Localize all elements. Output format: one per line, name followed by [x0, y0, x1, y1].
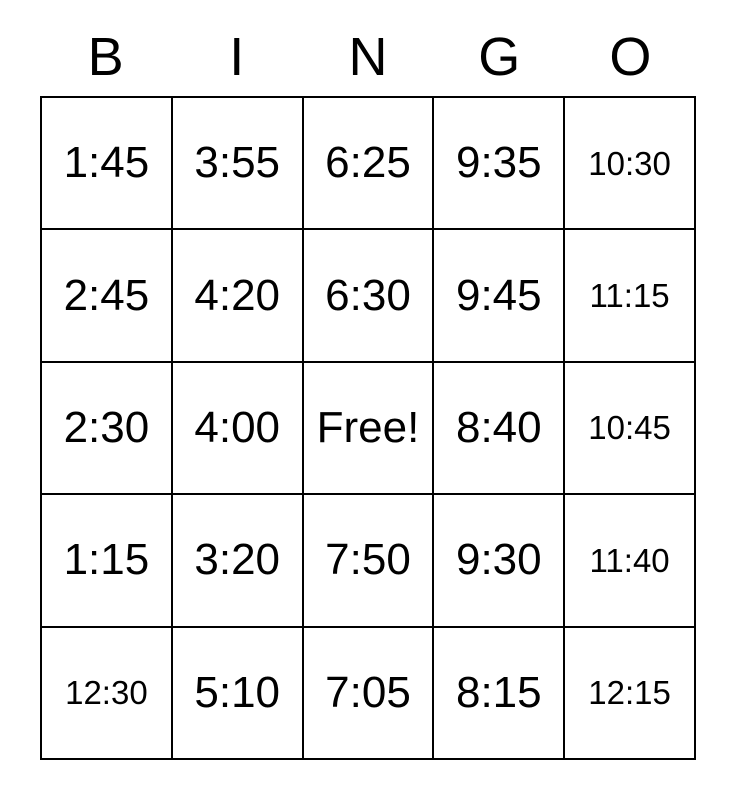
bingo-cell[interactable] [434, 495, 565, 627]
bingo-header-n: N [348, 27, 388, 87]
bingo-grid [40, 96, 696, 760]
bingo-header-b: B [87, 27, 124, 87]
bingo-cell[interactable] [565, 363, 696, 495]
bingo-cell-value: 2:45 [63, 270, 150, 320]
bingo-cell-value: 8:40 [455, 402, 542, 452]
bingo-cell-value: 1:15 [63, 535, 150, 585]
bingo-cell-value: 4:20 [194, 270, 281, 320]
bingo-cell[interactable] [173, 230, 304, 362]
bingo-cell-value: 5:10 [194, 667, 281, 717]
bingo-cell-free[interactable] [304, 363, 435, 495]
bingo-cell[interactable] [434, 363, 565, 495]
bingo-cell-value: 6:30 [325, 270, 411, 320]
bingo-cell-value: 9:35 [455, 138, 542, 188]
bingo-cell-value: 3:55 [194, 138, 281, 188]
bingo-cell-value: 9:45 [455, 270, 542, 320]
bingo-cell-value: 12:30 [65, 674, 148, 712]
bingo-cell-value: 7:05 [325, 667, 411, 717]
bingo-cell[interactable] [42, 98, 173, 230]
bingo-cell-value: 12:15 [588, 674, 671, 712]
bingo-cell[interactable] [304, 230, 435, 362]
bingo-cell[interactable] [304, 495, 435, 627]
bingo-header-i: I [229, 27, 245, 87]
bingo-cell-value: Free! [316, 402, 420, 452]
bingo-cell[interactable] [173, 628, 304, 760]
bingo-cell[interactable] [434, 230, 565, 362]
bingo-cell-value: 2:30 [63, 402, 150, 452]
bingo-cell[interactable] [434, 628, 565, 760]
bingo-cell[interactable] [42, 495, 173, 627]
bingo-cell[interactable] [565, 495, 696, 627]
bingo-cell-value: 11:40 [589, 541, 670, 579]
bingo-cell-value: 6:25 [325, 138, 411, 188]
bingo-cell[interactable] [434, 98, 565, 230]
bingo-header-o: O [609, 27, 652, 87]
bingo-cell[interactable] [565, 628, 696, 760]
bingo-cell-value: 7:50 [325, 535, 411, 585]
bingo-cell[interactable] [173, 98, 304, 230]
bingo-cell-value: 9:30 [455, 535, 542, 585]
bingo-cell[interactable] [173, 363, 304, 495]
bingo-cell[interactable] [42, 230, 173, 362]
bingo-cell[interactable] [42, 363, 173, 495]
bingo-header-g: G [478, 27, 521, 87]
bingo-cell[interactable] [42, 628, 173, 760]
bingo-header-row [40, 18, 696, 96]
bingo-cell[interactable] [304, 628, 435, 760]
bingo-cell-value: 4:00 [194, 402, 281, 452]
bingo-cell-value: 10:30 [588, 144, 671, 182]
bingo-cell[interactable] [304, 98, 435, 230]
bingo-cell[interactable] [565, 230, 696, 362]
bingo-cell-value: 8:15 [455, 667, 542, 717]
bingo-cell-value: 10:45 [588, 409, 671, 447]
bingo-cell-value: 1:45 [63, 138, 150, 188]
bingo-cell[interactable] [173, 495, 304, 627]
bingo-cell-value: 11:15 [589, 277, 670, 315]
bingo-cell[interactable] [565, 98, 696, 230]
bingo-cell-value: 3:20 [194, 535, 281, 585]
